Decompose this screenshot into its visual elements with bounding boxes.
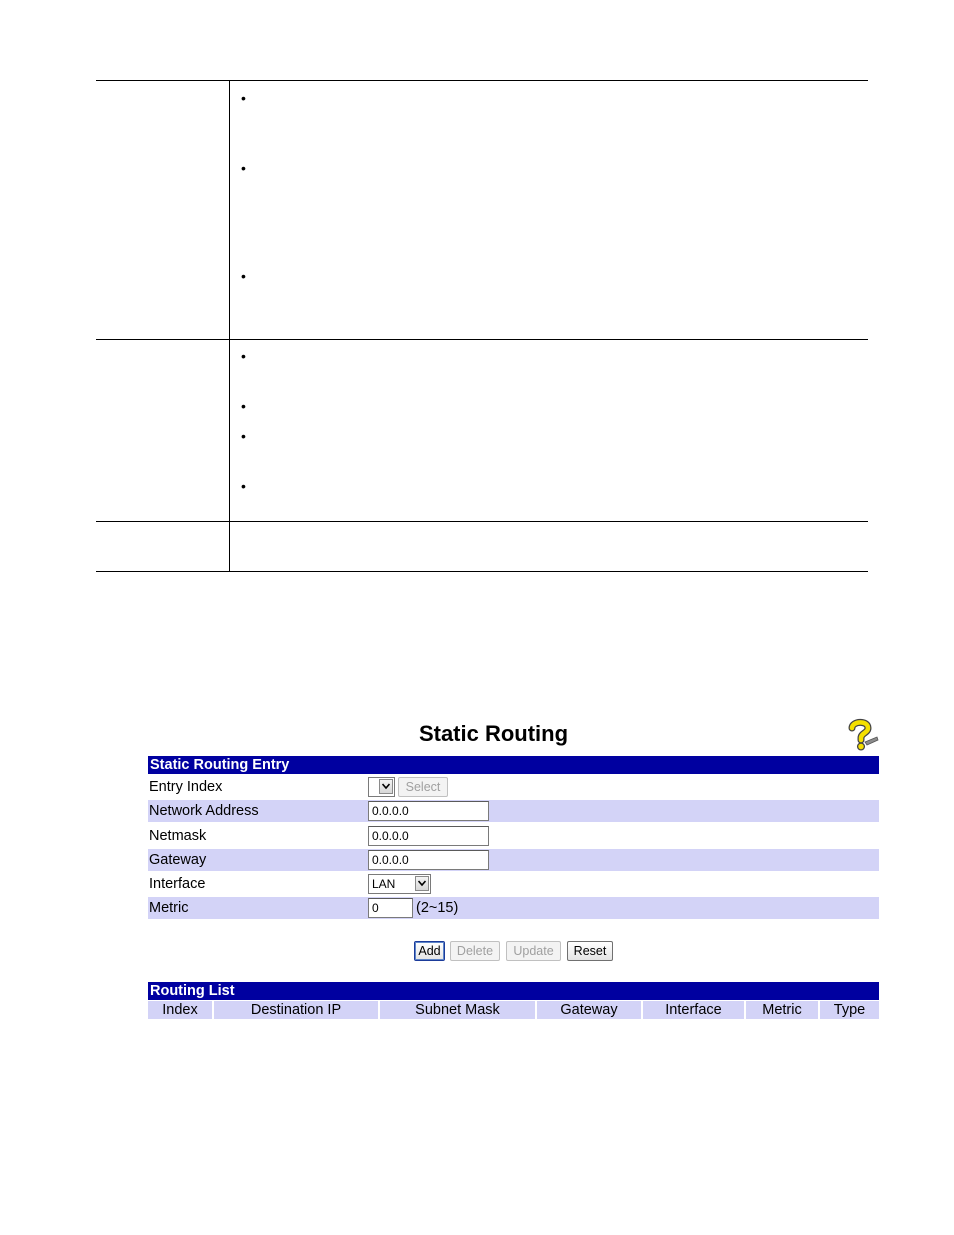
document-table-row: [96, 80, 868, 339]
routing-list-title: Routing List: [150, 983, 235, 999]
delete-button[interactable]: Delete: [450, 941, 500, 961]
column-divider: [229, 340, 230, 521]
select-button[interactable]: Select: [398, 777, 448, 797]
chevron-down-icon: [379, 779, 393, 794]
question-help-icon[interactable]: [843, 718, 879, 752]
bullet-icon: •: [241, 268, 246, 284]
reset-button[interactable]: Reset: [567, 941, 613, 961]
interface-row: [148, 873, 879, 895]
add-button[interactable]: Add: [414, 941, 445, 961]
routing-list-header: [148, 982, 879, 1000]
interface-label: Interface: [149, 876, 206, 892]
netmask-row: [148, 825, 879, 847]
column-divider: [229, 522, 230, 571]
bullet-icon: •: [241, 428, 246, 444]
update-button[interactable]: Update: [506, 941, 561, 961]
gateway-row: [148, 849, 879, 871]
document-table: [96, 80, 868, 572]
gateway-input[interactable]: 0.0.0.0: [368, 850, 489, 870]
bullet-icon: •: [241, 398, 246, 414]
gateway-label: Gateway: [149, 852, 207, 868]
bullet-icon: •: [241, 90, 246, 106]
column-header-interface: Interface: [665, 1002, 722, 1018]
network-address-input[interactable]: 0.0.0.0: [368, 801, 489, 821]
routing-list-columns: [148, 1001, 879, 1019]
column-header-destination-ip: Destination IP: [250, 1002, 342, 1018]
column-header-gateway: Gateway: [560, 1002, 618, 1018]
document-table-row: [96, 521, 868, 572]
metric-range-hint: (2~15): [416, 900, 459, 916]
entry-index-label: Entry Index: [149, 779, 223, 795]
network-address-label: Network Address: [149, 803, 259, 819]
interface-select[interactable]: [368, 874, 431, 894]
netmask-input[interactable]: 0.0.0.0: [368, 826, 489, 846]
network-address-row: [148, 800, 879, 822]
column-header-type: Type: [833, 1002, 866, 1018]
column-header-subnet-mask: Subnet Mask: [415, 1002, 500, 1018]
page-title: Static Routing: [418, 721, 569, 746]
entry-section-title: Static Routing Entry: [150, 757, 290, 773]
metric-input[interactable]: 0: [368, 898, 413, 918]
chevron-down-icon: [415, 876, 429, 891]
interface-value: LAN: [372, 877, 396, 891]
column-header-metric: Metric: [762, 1002, 802, 1018]
document-table-row: [96, 339, 868, 521]
column-divider: [229, 81, 230, 339]
bullet-icon: •: [241, 348, 246, 364]
metric-label: Metric: [149, 900, 189, 916]
metric-row: [148, 897, 879, 919]
entry-section-header: [148, 756, 879, 774]
entry-index-select[interactable]: [368, 777, 395, 797]
static-routing-panel: [146, 710, 881, 1040]
entry-index-row: [148, 776, 879, 798]
netmask-label: Netmask: [149, 828, 207, 844]
bullet-icon: •: [241, 160, 246, 176]
bullet-icon: •: [241, 478, 246, 494]
column-header-index: Index: [162, 1002, 198, 1018]
